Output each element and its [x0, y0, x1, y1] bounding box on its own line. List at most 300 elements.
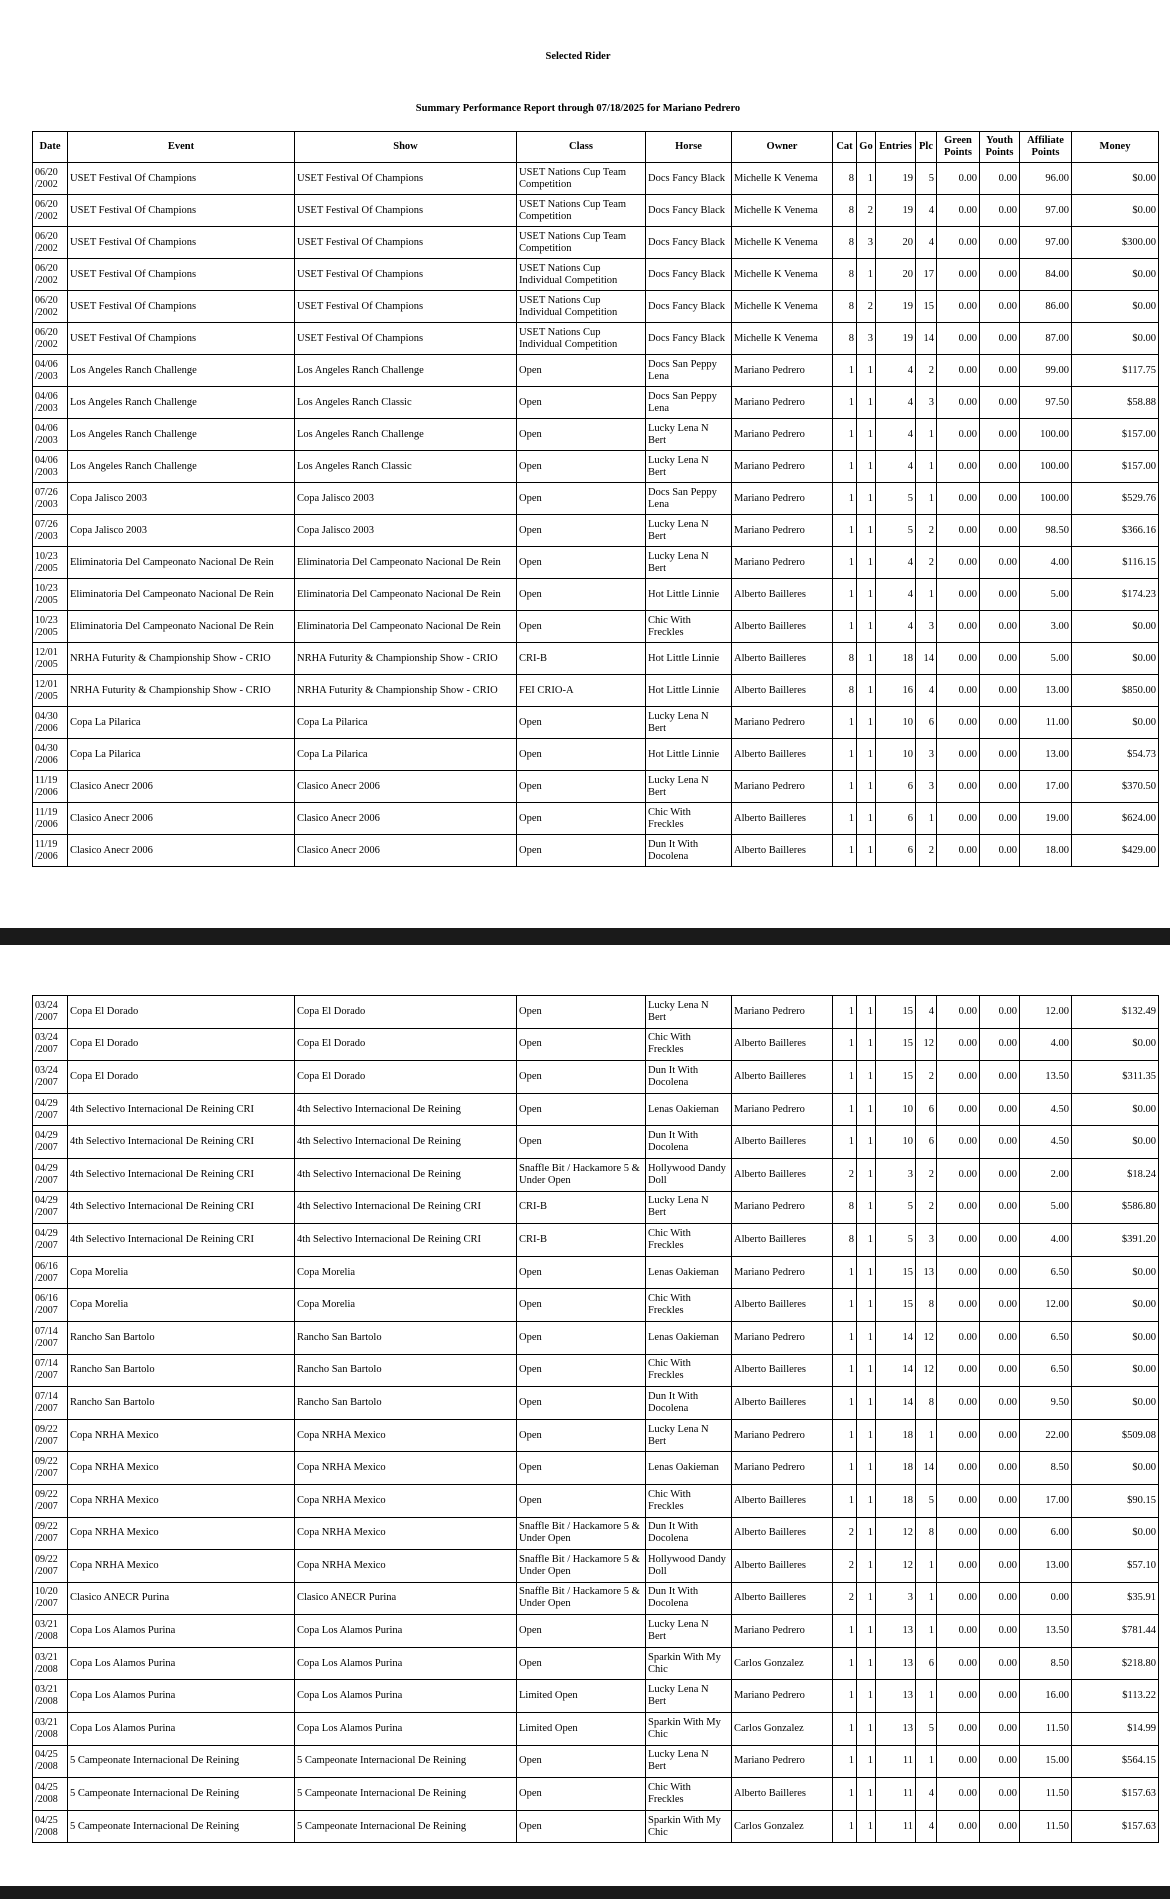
cell-event: Rancho San Bartolo	[68, 1387, 295, 1420]
table-row	[33, 323, 1159, 355]
cell-owner: Alberto Bailleres	[732, 803, 833, 835]
cell-event: Copa NRHA Mexico	[68, 1517, 295, 1550]
cell-plc: 1	[916, 483, 937, 515]
cell-class: Open	[517, 547, 646, 579]
cell-cat: 1	[833, 1615, 857, 1648]
cell-youth-points: 0.00	[980, 515, 1020, 547]
cell-plc: 12	[916, 1354, 937, 1387]
cell-affiliate-points: 6.50	[1020, 1354, 1072, 1387]
cell-money: $18.24	[1072, 1158, 1159, 1191]
table-row	[33, 1289, 1159, 1322]
cell-cat: 1	[833, 835, 857, 867]
cell-cat: 8	[833, 291, 857, 323]
cell-class: Open	[517, 1387, 646, 1420]
cell-plc: 1	[916, 419, 937, 451]
cell-green-points: 0.00	[937, 195, 980, 227]
cell-money: $0.00	[1072, 1028, 1159, 1061]
cell-entries: 10	[876, 1093, 916, 1126]
cell-show: USET Festival Of Champions	[295, 163, 517, 195]
cell-green-points: 0.00	[937, 1224, 980, 1257]
table-row	[33, 1517, 1159, 1550]
cell-money: $0.00	[1072, 1126, 1159, 1159]
page-separator-bottom	[0, 1886, 1170, 1899]
cell-affiliate-points: 4.50	[1020, 1093, 1072, 1126]
cell-class: Open	[517, 1354, 646, 1387]
cell-show: Clasico ANECR Purina	[295, 1582, 517, 1615]
table-row	[33, 1321, 1159, 1354]
cell-go: 1	[857, 1517, 876, 1550]
cell-class: CRI-B	[517, 1224, 646, 1257]
cell-horse: Hollywood Dandy Doll	[646, 1158, 732, 1191]
cell-horse: Lucky Lena N Bert	[646, 451, 732, 483]
cell-go: 1	[857, 1615, 876, 1648]
cell-owner: Alberto Bailleres	[732, 675, 833, 707]
cell-show: Copa El Dorado	[295, 1028, 517, 1061]
cell-cat: 1	[833, 419, 857, 451]
cell-green-points: 0.00	[937, 547, 980, 579]
cell-affiliate-points: 5.00	[1020, 643, 1072, 675]
cell-class: Open	[517, 996, 646, 1029]
cell-event: Eliminatoria Del Campeonato Nacional De Rein	[68, 579, 295, 611]
cell-go: 1	[857, 1289, 876, 1322]
cell-entries: 18	[876, 1419, 916, 1452]
cell-horse: Chic With Freckles	[646, 611, 732, 643]
cell-plc: 1	[916, 1550, 937, 1583]
cell-show: Clasico Anecr 2006	[295, 835, 517, 867]
cell-class: Open	[517, 451, 646, 483]
cell-go: 1	[857, 707, 876, 739]
cell-go: 1	[857, 1387, 876, 1420]
cell-event: Copa NRHA Mexico	[68, 1550, 295, 1583]
cell-horse: Dun It With Docolena	[646, 1517, 732, 1550]
cell-go: 1	[857, 611, 876, 643]
cell-go: 1	[857, 1680, 876, 1713]
cell-owner: Carlos Gonzalez	[732, 1647, 833, 1680]
cell-entries: 19	[876, 323, 916, 355]
cell-plc: 4	[916, 1810, 937, 1843]
cell-owner: Alberto Bailleres	[732, 1028, 833, 1061]
cell-event: USET Festival Of Champions	[68, 323, 295, 355]
cell-horse: Lenas Oakieman	[646, 1256, 732, 1289]
cell-green-points: 0.00	[937, 1550, 980, 1583]
cell-green-points: 0.00	[937, 1289, 980, 1322]
cell-class: Open	[517, 1028, 646, 1061]
table-row	[33, 227, 1159, 259]
cell-owner: Mariano Pedrero	[732, 1452, 833, 1485]
cell-money: $0.00	[1072, 1321, 1159, 1354]
cell-go: 1	[857, 259, 876, 291]
table-row	[33, 1484, 1159, 1517]
cell-date: 06/16 /2007	[33, 1289, 68, 1322]
cell-owner: Michelle K Venema	[732, 259, 833, 291]
cell-entries: 5	[876, 515, 916, 547]
cell-entries: 14	[876, 1354, 916, 1387]
cell-show: Copa NRHA Mexico	[295, 1484, 517, 1517]
cell-money: $157.63	[1072, 1778, 1159, 1811]
cell-entries: 20	[876, 259, 916, 291]
cell-date: 07/14 /2007	[33, 1387, 68, 1420]
cell-horse: Lucky Lena N Bert	[646, 1680, 732, 1713]
cell-owner: Alberto Bailleres	[732, 1061, 833, 1094]
cell-event: Copa El Dorado	[68, 996, 295, 1029]
cell-green-points: 0.00	[937, 1484, 980, 1517]
cell-go: 1	[857, 1810, 876, 1843]
cell-money: $14.99	[1072, 1713, 1159, 1746]
cell-entries: 18	[876, 1484, 916, 1517]
cell-class: Open	[517, 1093, 646, 1126]
cell-owner: Mariano Pedrero	[732, 996, 833, 1029]
cell-date: 03/21 /2008	[33, 1680, 68, 1713]
cell-affiliate-points: 84.00	[1020, 259, 1072, 291]
table-row	[33, 1550, 1159, 1583]
cell-class: Open	[517, 1615, 646, 1648]
cell-horse: Sparkin With My Chic	[646, 1810, 732, 1843]
cell-go: 1	[857, 1419, 876, 1452]
table-header-row	[33, 132, 1159, 163]
cell-show: USET Festival Of Champions	[295, 259, 517, 291]
table-row	[33, 643, 1159, 675]
cell-entries: 5	[876, 1191, 916, 1224]
cell-money: $0.00	[1072, 707, 1159, 739]
cell-event: Copa NRHA Mexico	[68, 1452, 295, 1485]
cell-youth-points: 0.00	[980, 675, 1020, 707]
cell-plc: 1	[916, 579, 937, 611]
cell-green-points: 0.00	[937, 1256, 980, 1289]
cell-cat: 1	[833, 1713, 857, 1746]
cell-cat: 8	[833, 675, 857, 707]
cell-youth-points: 0.00	[980, 1028, 1020, 1061]
cell-class: Open	[517, 1484, 646, 1517]
cell-show: Eliminatoria Del Campeonato Nacional De Rein	[295, 611, 517, 643]
cell-date: 09/22 /2007	[33, 1452, 68, 1485]
cell-entries: 4	[876, 547, 916, 579]
cell-date: 10/23 /2005	[33, 611, 68, 643]
cell-go: 1	[857, 1028, 876, 1061]
cell-money: $90.15	[1072, 1484, 1159, 1517]
cell-green-points: 0.00	[937, 1419, 980, 1452]
cell-class: USET Nations Cup Team Competition	[517, 227, 646, 259]
cell-plc: 14	[916, 1452, 937, 1485]
table-row	[33, 1191, 1159, 1224]
cell-horse: Lucky Lena N Bert	[646, 419, 732, 451]
cell-money: $174.23	[1072, 579, 1159, 611]
cell-green-points: 0.00	[937, 419, 980, 451]
table-row	[33, 1028, 1159, 1061]
cell-cat: 2	[833, 1582, 857, 1615]
cell-green-points: 0.00	[937, 643, 980, 675]
cell-entries: 15	[876, 1061, 916, 1094]
table-row	[33, 259, 1159, 291]
cell-green-points: 0.00	[937, 1093, 980, 1126]
cell-go: 2	[857, 291, 876, 323]
cell-plc: 6	[916, 1093, 937, 1126]
cell-money: $157.63	[1072, 1810, 1159, 1843]
cell-affiliate-points: 97.00	[1020, 195, 1072, 227]
cell-date: 10/20 /2007	[33, 1582, 68, 1615]
cell-horse: Docs Fancy Black	[646, 291, 732, 323]
cell-owner: Mariano Pedrero	[732, 1615, 833, 1648]
cell-plc: 6	[916, 1647, 937, 1680]
table-row	[33, 419, 1159, 451]
cell-affiliate-points: 13.50	[1020, 1061, 1072, 1094]
cell-youth-points: 0.00	[980, 1647, 1020, 1680]
cell-green-points: 0.00	[937, 387, 980, 419]
cell-cat: 1	[833, 547, 857, 579]
cell-money: $0.00	[1072, 1354, 1159, 1387]
cell-date: 07/14 /2007	[33, 1321, 68, 1354]
cell-youth-points: 0.00	[980, 1745, 1020, 1778]
cell-plc: 1	[916, 1419, 937, 1452]
cell-show: Los Angeles Ranch Classic	[295, 451, 517, 483]
cell-cat: 1	[833, 1321, 857, 1354]
cell-youth-points: 0.00	[980, 1484, 1020, 1517]
cell-horse: Chic With Freckles	[646, 1028, 732, 1061]
cell-horse: Lenas Oakieman	[646, 1093, 732, 1126]
cell-entries: 4	[876, 611, 916, 643]
cell-green-points: 0.00	[937, 1647, 980, 1680]
col-go: Go	[857, 132, 876, 163]
cell-plc: 4	[916, 675, 937, 707]
cell-plc: 2	[916, 1061, 937, 1094]
cell-youth-points: 0.00	[980, 1778, 1020, 1811]
cell-date: 12/01 /2005	[33, 675, 68, 707]
cell-money: $218.80	[1072, 1647, 1159, 1680]
cell-green-points: 0.00	[937, 1517, 980, 1550]
cell-go: 1	[857, 1647, 876, 1680]
cell-entries: 18	[876, 1452, 916, 1485]
cell-money: $370.50	[1072, 771, 1159, 803]
cell-horse: Lucky Lena N Bert	[646, 1419, 732, 1452]
cell-go: 1	[857, 1191, 876, 1224]
cell-plc: 4	[916, 195, 937, 227]
cell-plc: 1	[916, 803, 937, 835]
table-row	[33, 611, 1159, 643]
cell-cat: 1	[833, 483, 857, 515]
cell-youth-points: 0.00	[980, 643, 1020, 675]
cell-green-points: 0.00	[937, 611, 980, 643]
cell-class: Open	[517, 1745, 646, 1778]
cell-cat: 2	[833, 1517, 857, 1550]
cell-horse: Docs Fancy Black	[646, 227, 732, 259]
cell-date: 10/23 /2005	[33, 579, 68, 611]
table-row	[33, 387, 1159, 419]
cell-class: Open	[517, 739, 646, 771]
cell-youth-points: 0.00	[980, 419, 1020, 451]
cell-youth-points: 0.00	[980, 547, 1020, 579]
cell-show: Copa El Dorado	[295, 1061, 517, 1094]
cell-class: Open	[517, 771, 646, 803]
cell-youth-points: 0.00	[980, 1354, 1020, 1387]
cell-class: Open	[517, 611, 646, 643]
cell-date: 04/30 /2006	[33, 739, 68, 771]
cell-owner: Mariano Pedrero	[732, 707, 833, 739]
cell-date: 06/20 /2002	[33, 227, 68, 259]
cell-show: 4th Selectivo Internacional De Reining	[295, 1093, 517, 1126]
cell-youth-points: 0.00	[980, 1517, 1020, 1550]
cell-cat: 1	[833, 1028, 857, 1061]
cell-event: Copa Morelia	[68, 1256, 295, 1289]
cell-date: 09/22 /2007	[33, 1484, 68, 1517]
cell-go: 1	[857, 483, 876, 515]
cell-cat: 1	[833, 1387, 857, 1420]
table-row	[33, 835, 1159, 867]
table-row	[33, 1126, 1159, 1159]
cell-go: 1	[857, 1321, 876, 1354]
cell-show: Copa Los Alamos Purina	[295, 1615, 517, 1648]
cell-cat: 1	[833, 1484, 857, 1517]
cell-money: $0.00	[1072, 643, 1159, 675]
cell-money: $366.16	[1072, 515, 1159, 547]
cell-money: $0.00	[1072, 1387, 1159, 1420]
cell-cat: 1	[833, 1354, 857, 1387]
cell-youth-points: 0.00	[980, 1224, 1020, 1257]
cell-show: Eliminatoria Del Campeonato Nacional De Rein	[295, 579, 517, 611]
cell-owner: Carlos Gonzalez	[732, 1810, 833, 1843]
cell-plc: 6	[916, 1126, 937, 1159]
cell-owner: Alberto Bailleres	[732, 611, 833, 643]
cell-show: 4th Selectivo Internacional De Reining	[295, 1158, 517, 1191]
cell-class: Open	[517, 355, 646, 387]
cell-cat: 1	[833, 387, 857, 419]
cell-green-points: 0.00	[937, 1028, 980, 1061]
cell-go: 1	[857, 1224, 876, 1257]
cell-go: 1	[857, 547, 876, 579]
selected-rider-label: Selected Rider	[545, 51, 611, 62]
cell-date: 04/29 /2007	[33, 1158, 68, 1191]
cell-affiliate-points: 0.00	[1020, 1582, 1072, 1615]
cell-go: 1	[857, 451, 876, 483]
cell-owner: Alberto Bailleres	[732, 1126, 833, 1159]
cell-go: 1	[857, 675, 876, 707]
cell-cat: 1	[833, 1745, 857, 1778]
cell-horse: Hot Little Linnie	[646, 643, 732, 675]
cell-affiliate-points: 97.00	[1020, 227, 1072, 259]
cell-owner: Alberto Bailleres	[732, 643, 833, 675]
cell-event: Copa El Dorado	[68, 1061, 295, 1094]
cell-money: $0.00	[1072, 291, 1159, 323]
cell-affiliate-points: 6.50	[1020, 1256, 1072, 1289]
cell-owner: Michelle K Venema	[732, 195, 833, 227]
cell-event: 5 Campeonate Internacional De Reining	[68, 1810, 295, 1843]
cell-class: USET Nations Cup Team Competition	[517, 163, 646, 195]
cell-money: $58.88	[1072, 387, 1159, 419]
cell-event: Copa Los Alamos Purina	[68, 1680, 295, 1713]
table-row	[33, 739, 1159, 771]
cell-plc: 15	[916, 291, 937, 323]
cell-plc: 1	[916, 1680, 937, 1713]
cell-affiliate-points: 8.50	[1020, 1647, 1072, 1680]
cell-youth-points: 0.00	[980, 1061, 1020, 1094]
cell-event: Copa La Pilarica	[68, 707, 295, 739]
cell-owner: Carlos Gonzalez	[732, 1713, 833, 1746]
cell-show: Copa Jalisco 2003	[295, 483, 517, 515]
cell-show: Copa Morelia	[295, 1256, 517, 1289]
cell-affiliate-points: 15.00	[1020, 1745, 1072, 1778]
cell-horse: Docs Fancy Black	[646, 259, 732, 291]
table-row	[33, 1778, 1159, 1811]
cell-go: 1	[857, 1550, 876, 1583]
cell-affiliate-points: 4.00	[1020, 547, 1072, 579]
cell-affiliate-points: 98.50	[1020, 515, 1072, 547]
cell-youth-points: 0.00	[980, 1093, 1020, 1126]
table-row	[33, 579, 1159, 611]
col-affiliate-points: Affiliate Points	[1020, 132, 1072, 163]
cell-horse: Chic With Freckles	[646, 1224, 732, 1257]
cell-show: Copa Los Alamos Purina	[295, 1647, 517, 1680]
cell-class: Open	[517, 1061, 646, 1094]
cell-date: 07/14 /2007	[33, 1354, 68, 1387]
cell-money: $564.15	[1072, 1745, 1159, 1778]
cell-youth-points: 0.00	[980, 451, 1020, 483]
page-separator	[0, 928, 1170, 945]
cell-green-points: 0.00	[937, 675, 980, 707]
cell-money: $391.20	[1072, 1224, 1159, 1257]
cell-event: Los Angeles Ranch Challenge	[68, 355, 295, 387]
cell-green-points: 0.00	[937, 1452, 980, 1485]
cell-affiliate-points: 6.50	[1020, 1321, 1072, 1354]
cell-go: 1	[857, 1354, 876, 1387]
cell-money: $157.00	[1072, 419, 1159, 451]
cell-horse: Lucky Lena N Bert	[646, 547, 732, 579]
cell-entries: 6	[876, 803, 916, 835]
cell-cat: 8	[833, 195, 857, 227]
cell-entries: 15	[876, 1256, 916, 1289]
cell-owner: Alberto Bailleres	[732, 1158, 833, 1191]
cell-event: 4th Selectivo Internacional De Reining CRI	[68, 1093, 295, 1126]
cell-go: 1	[857, 1093, 876, 1126]
cell-cat: 1	[833, 451, 857, 483]
cell-date: 04/25 /2008	[33, 1810, 68, 1843]
cell-horse: Lucky Lena N Bert	[646, 515, 732, 547]
col-date: Date	[33, 132, 68, 163]
cell-entries: 20	[876, 227, 916, 259]
cell-owner: Michelle K Venema	[732, 227, 833, 259]
cell-show: 5 Campeonate Internacional De Reining	[295, 1778, 517, 1811]
cell-green-points: 0.00	[937, 451, 980, 483]
table-row	[33, 483, 1159, 515]
cell-green-points: 0.00	[937, 1745, 980, 1778]
cell-date: 04/06 /2003	[33, 355, 68, 387]
cell-cat: 1	[833, 996, 857, 1029]
cell-entries: 11	[876, 1778, 916, 1811]
cell-horse: Dun It With Docolena	[646, 1061, 732, 1094]
cell-horse: Dun It With Docolena	[646, 1387, 732, 1420]
cell-show: Eliminatoria Del Campeonato Nacional De Rein	[295, 547, 517, 579]
cell-cat: 8	[833, 227, 857, 259]
cell-horse: Lucky Lena N Bert	[646, 1745, 732, 1778]
cell-money: $0.00	[1072, 259, 1159, 291]
cell-event: Clasico Anecr 2006	[68, 803, 295, 835]
cell-money: $311.35	[1072, 1061, 1159, 1094]
cell-go: 3	[857, 227, 876, 259]
table-body-page-1	[33, 163, 1159, 867]
cell-entries: 4	[876, 579, 916, 611]
cell-green-points: 0.00	[937, 483, 980, 515]
cell-go: 1	[857, 1061, 876, 1094]
cell-horse: Hot Little Linnie	[646, 675, 732, 707]
cell-plc: 13	[916, 1256, 937, 1289]
cell-affiliate-points: 16.00	[1020, 1680, 1072, 1713]
cell-affiliate-points: 100.00	[1020, 451, 1072, 483]
cell-owner: Michelle K Venema	[732, 323, 833, 355]
cell-event: 4th Selectivo Internacional De Reining CRI	[68, 1224, 295, 1257]
cell-event: USET Festival Of Champions	[68, 163, 295, 195]
cell-cat: 1	[833, 355, 857, 387]
cell-plc: 3	[916, 739, 937, 771]
cell-cat: 1	[833, 1680, 857, 1713]
cell-class: Open	[517, 1321, 646, 1354]
cell-event: Copa Jalisco 2003	[68, 515, 295, 547]
